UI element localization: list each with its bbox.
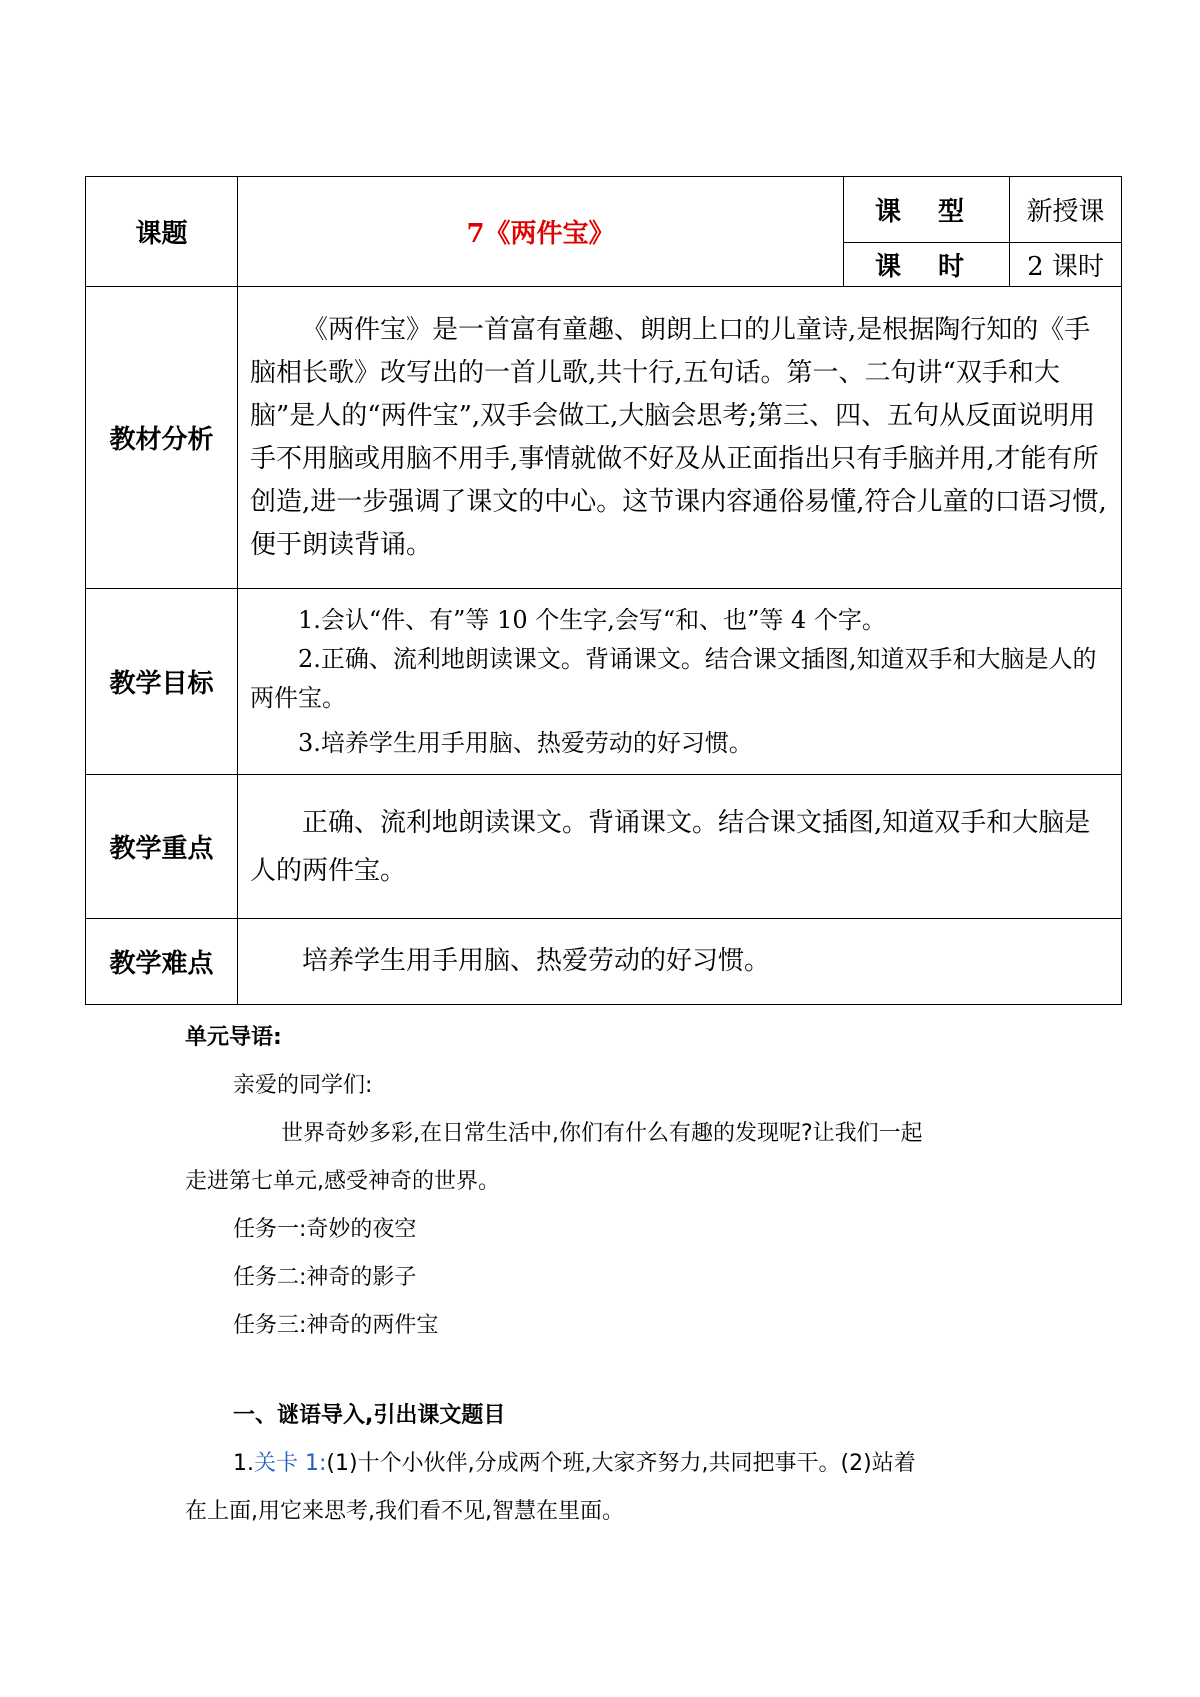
key-points-text: 正确、流利地朗读课文。背诵课文。结合课文插图,知道双手和大脑是人的两件宝。 — [250, 807, 1091, 886]
difficulties-text: 培养学生用手用脑、热爱劳动的好习惯。 — [302, 946, 771, 976]
lesson-title: 7《两件宝》 — [238, 177, 844, 287]
section-heading: 一、谜语导入,引出课文题目 — [233, 1403, 506, 1428]
period-value: 2 课时 — [1010, 243, 1122, 287]
riddle-text-line2: 在上面,用它来思考,我们看不见,智慧在里面。 — [185, 1499, 624, 1524]
intro-heading: 单元导语: — [185, 1025, 282, 1050]
analysis-label: 教材分析 — [86, 287, 238, 589]
goals-cell — [238, 589, 1122, 775]
lesson-type-value: 新授课 — [1010, 177, 1122, 243]
goals-label: 教学目标 — [86, 589, 238, 775]
task-item: 任务三:神奇的两件宝 — [233, 1313, 439, 1338]
goal-item: 1.会认“件、有”等 10 个生字,会写“和、也”等 4 个字。 — [298, 605, 886, 634]
goal-item: 3.培养学生用手用脑、热爱劳动的好习惯。 — [298, 728, 753, 757]
analysis-cell — [238, 287, 1122, 589]
period-label: 课 时 — [844, 243, 1010, 287]
analysis-text: 《两件宝》是一首富有童趣、朗朗上口的儿童诗,是根据陶行知的《手脑相长歌》改写出的一首儿歌,共十行,五句话。第一、二句讲“双手和大脑”是人的“两件宝”,双手会做工,大脑会思考;第三、四、五句从反面说明用手不用脑或用脑不用手,事情就做不好及从正面指出只有手脑并用,才能有所创造,进一步强调了课文的中心。这节课内容通俗易懂,符合儿童的口语习惯,便于朗读背诵。 — [250, 314, 1107, 560]
riddle-text-line1: (1)十个小伙伴,分成两个班,大家齐努力,共同把事干。(2)站着 — [326, 1451, 916, 1476]
task-item: 任务二:神奇的影子 — [233, 1265, 417, 1290]
intro-greeting: 亲爱的同学们: — [233, 1073, 373, 1098]
difficulties-label: 教学难点 — [86, 919, 238, 1005]
item-number: 1. — [233, 1451, 254, 1476]
key-points-cell — [238, 775, 1122, 919]
difficulties-cell — [238, 919, 1122, 1005]
goal-item: 2.正确、流利地朗读课文。背诵课文。结合课文插图,知道双手和大脑是人的两件宝。 — [250, 644, 1097, 712]
riddle-item — [233, 1446, 916, 1477]
lesson-plan-table — [85, 176, 1122, 1005]
intro-paragraph-line1: 世界奇妙多彩,在日常生活中,你们有什么有趣的发现呢?让我们一起 — [281, 1121, 923, 1146]
level-tag: 关卡 1: — [254, 1451, 327, 1476]
intro-paragraph-line2: 走进第七单元,感受神奇的世界。 — [185, 1169, 500, 1194]
lesson-type-label: 课 型 — [844, 177, 1010, 243]
task-item: 任务一:奇妙的夜空 — [233, 1217, 417, 1242]
topic-label: 课题 — [86, 177, 238, 287]
key-points-label: 教学重点 — [86, 775, 238, 919]
